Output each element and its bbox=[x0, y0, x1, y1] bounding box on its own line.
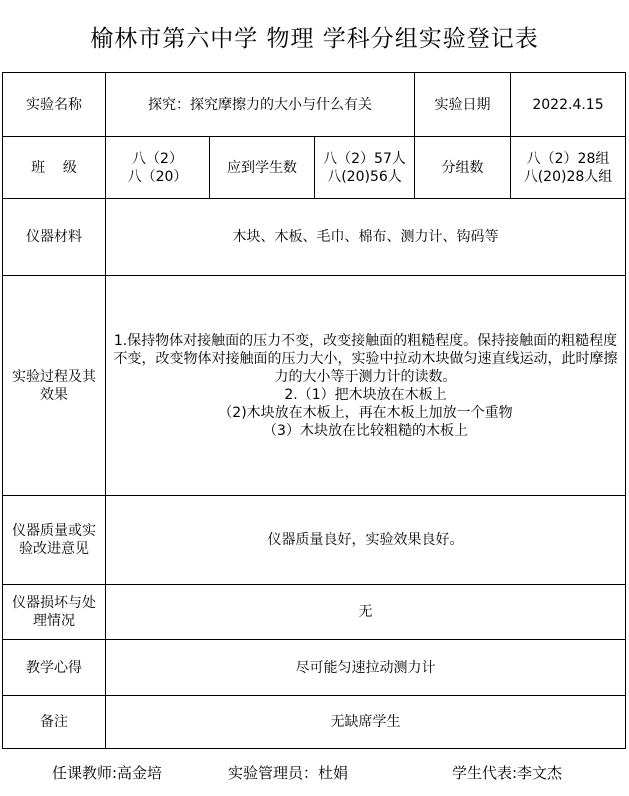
process-content bbox=[106, 276, 626, 496]
groups-value: 八（2）28组 bbox=[526, 150, 610, 167]
class-value: 八（2） bbox=[132, 150, 183, 167]
remarks-value: 无缺席学生 bbox=[106, 696, 626, 749]
row-quality bbox=[3, 496, 626, 585]
groups-label: 分组数 bbox=[415, 137, 511, 199]
students-value: 八（2）57人 bbox=[323, 150, 406, 167]
quality-label: 仪器质量或实验改进意见 bbox=[3, 496, 106, 585]
experiment-name-label: 实验名称 bbox=[3, 73, 106, 137]
row-damage bbox=[3, 585, 626, 640]
process-line: （3）木块放在比较粗糙的木板上 bbox=[263, 422, 468, 439]
process-label: 实验过程及其效果 bbox=[3, 276, 106, 496]
class-label: 班 级 bbox=[3, 137, 106, 199]
signature-footer bbox=[0, 748, 629, 796]
class-value: 八（20） bbox=[127, 168, 188, 185]
teacher-signature: 任课教师:高金培 bbox=[52, 764, 163, 782]
manager-signature: 实验管理员：杜娟 bbox=[228, 764, 349, 782]
materials-label: 仪器材料 bbox=[3, 199, 106, 276]
students-label: 应到学生数 bbox=[210, 137, 315, 199]
page-title: 榆林市第六中学 物理 学科分组实验登记表 bbox=[90, 25, 539, 52]
row-class bbox=[3, 137, 626, 199]
teaching-value: 尽可能匀速拉动测力计 bbox=[106, 640, 626, 696]
process-line: （2)木块放在木板上，再在木板上加放一个重物 bbox=[218, 404, 513, 421]
teaching-label: 教学心得 bbox=[3, 640, 106, 696]
groups-values bbox=[511, 137, 626, 199]
registration-table bbox=[2, 72, 626, 749]
row-experiment-name bbox=[3, 73, 626, 137]
experiment-name-value: 探究：探究摩擦力的大小与什么有关 bbox=[106, 73, 415, 137]
class-values bbox=[106, 137, 210, 199]
process-line: 2.（1）把木块放在木板上 bbox=[284, 386, 447, 403]
quality-value: 仪器质量良好，实验效果良好。 bbox=[106, 496, 626, 585]
experiment-date-label: 实验日期 bbox=[415, 73, 511, 137]
students-value: 八(20)56人 bbox=[327, 168, 402, 185]
damage-label: 仪器损坏与处理情况 bbox=[3, 585, 106, 640]
damage-value: 无 bbox=[106, 585, 626, 640]
process-line: 1.保持物体对接触面的压力不变，改变接触面的粗糙程度。保持接触面的粗糙程度不变，改变物体对接触面的压力大小，实验中拉动木块做匀速直线运动，此时摩擦力的大小等于测力计的读数。 bbox=[113, 332, 618, 385]
row-teaching bbox=[3, 640, 626, 696]
remarks-label: 备注 bbox=[3, 696, 106, 749]
students-values bbox=[315, 137, 415, 199]
row-materials bbox=[3, 199, 626, 276]
materials-value: 木块、木板、毛巾、棉布、测力计、钩码等 bbox=[106, 199, 626, 276]
row-remarks bbox=[3, 696, 626, 749]
groups-value: 八(20)28人组 bbox=[523, 168, 613, 185]
student-rep-signature: 学生代表:李文杰 bbox=[452, 764, 563, 782]
row-process bbox=[3, 276, 626, 496]
experiment-date-value: 2022.4.15 bbox=[511, 73, 626, 137]
